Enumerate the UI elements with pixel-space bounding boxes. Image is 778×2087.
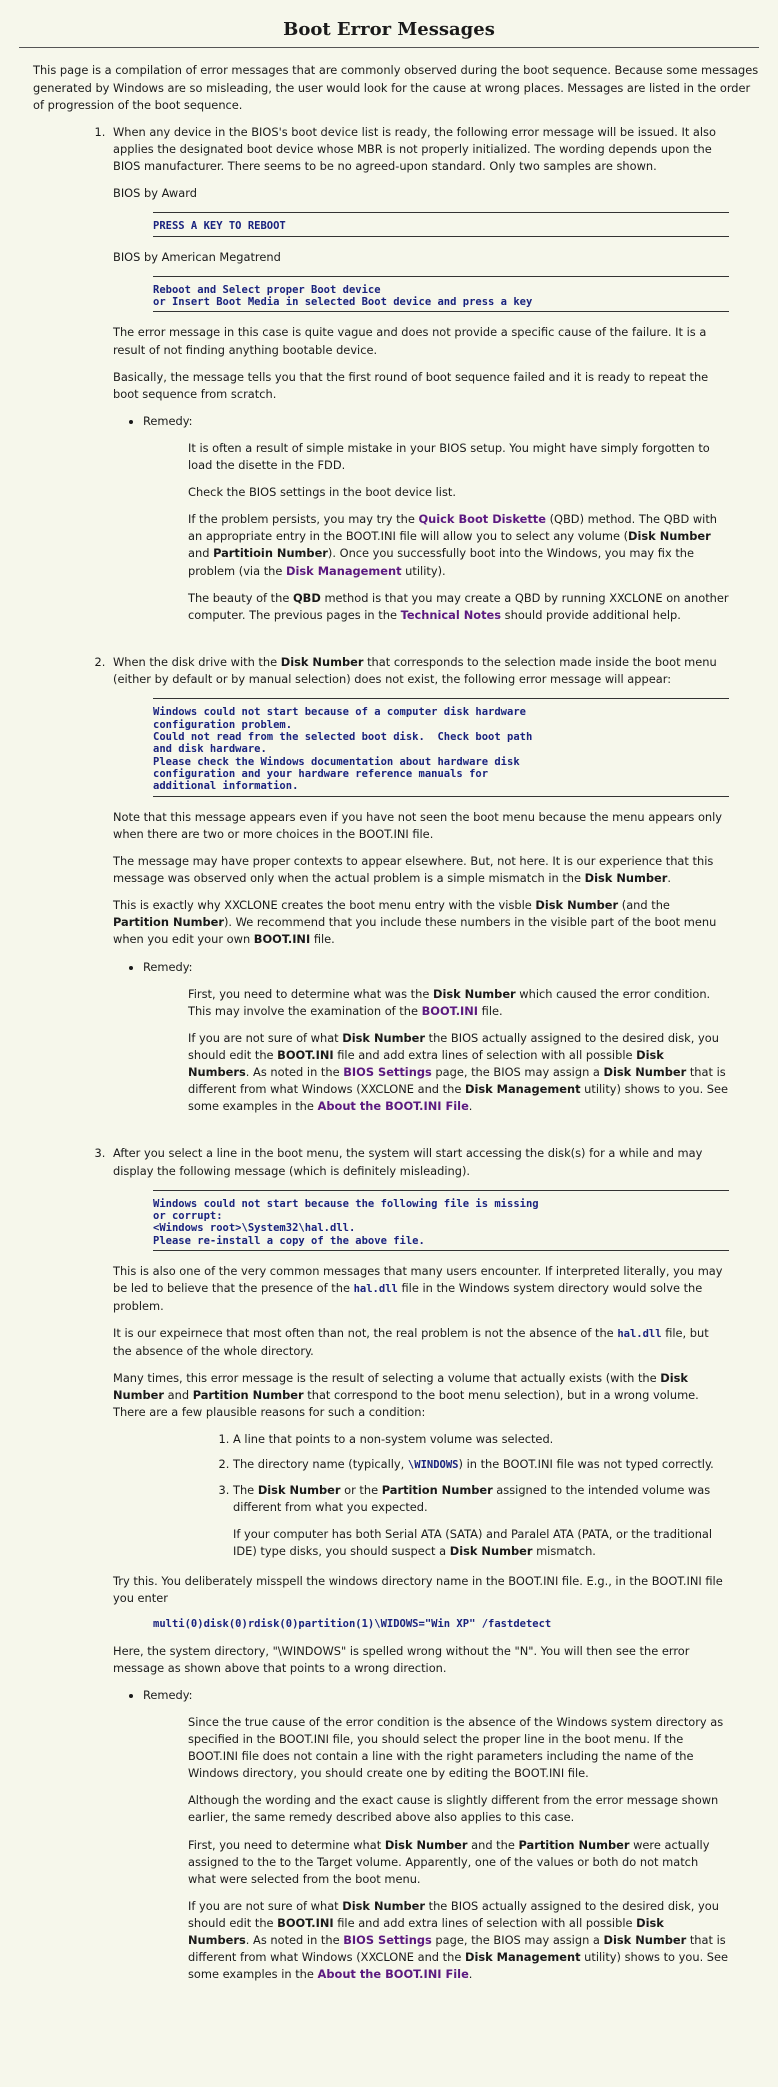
message-line: Windows could not start because the following file is missing: [153, 1197, 539, 1210]
term-partition-number: Partition Number: [518, 1837, 630, 1852]
remedy-paragraph: Although the wording and the exact cause is slightly different from the error message shown earlier, the same remedy described above also applies to this case.: [188, 1793, 719, 1825]
message-line: configuration and your hardware reference manuals for: [153, 768, 489, 781]
text: file in the Windows system directory would solve the problem.: [113, 1281, 703, 1313]
ami-message-line: or Insert Boot Media in selected Boot device and press a key: [153, 296, 533, 309]
remedy-label: • Remedy:: [143, 959, 193, 974]
term-boot-ini: BOOT.INI: [253, 932, 311, 947]
term-windows: \WINDOWS: [407, 1459, 459, 1472]
term-disk-number: Disk Number: [342, 1898, 425, 1913]
reasons-list: [113, 1431, 729, 1560]
award-message-line: PRESS A KEY TO REBOOT: [153, 220, 286, 233]
bios-settings-link[interactable]: BIOS Settings: [343, 1933, 432, 1948]
item1-paragraph: 1. When any device in the BIOS's boot device list is ready, the following error message will be issued. It also applies the designated boot device whose MBR is not properly initialized. The wording depends upon the BIOS manufacturer. There seems to be no agreed-upon standard. Only two samples are shown.: [113, 124, 716, 173]
term-disk-number: Disk Number: [535, 898, 619, 913]
hal-dll-error-message: [153, 1190, 729, 1252]
remedy-item: [143, 959, 729, 1116]
message-line: Could not read from the selected boot disk. Check boot path: [153, 730, 533, 743]
text: First, you need to determine what: [188, 1837, 385, 1852]
text: If you are not sure of what: [188, 1898, 343, 1913]
text: The directory name (typically,: [233, 1457, 408, 1472]
text: This is exactly why XXCLONE creates the boot menu entry with the visble: [113, 898, 536, 913]
page: [19, 0, 759, 2043]
text: utility) shows to you. See some examples in the: [188, 1082, 729, 1114]
remedy-item: [143, 1687, 729, 1984]
remedy-body: [188, 1714, 729, 1984]
text: . As noted in the: [245, 1065, 344, 1080]
text: page, the BIOS may assign a: [431, 1933, 604, 1948]
text: .: [468, 1967, 473, 1982]
remedy-paragraph: [188, 511, 729, 579]
boot-ini-command-line: multi(0)disk(0)rdisk(0)partition(1)\WIDOWS="Win XP" /fastdetect: [153, 1617, 552, 1630]
text: This is also one of the very common messages that many users encounter. If interpreted literally, you may be led to believe that the presence of the: [113, 1264, 723, 1296]
text: utility).: [401, 563, 446, 578]
text: ) in the BOOT.INI file was not typed correctly.: [458, 1457, 714, 1472]
term-disk-number: Disk Number: [603, 1065, 687, 1080]
text: If your computer has both Serial ATA (SATA) and Paralel ATA (PATA, or the traditional IDE) type disks, you should suspect a: [233, 1527, 713, 1559]
item3-experience: [113, 1325, 729, 1360]
term-disk-number: Disk Number: [603, 1933, 687, 1948]
page-title: Boot Error Messages: [283, 19, 495, 40]
item3-paragraph: 3. After you select a line in the boot menu, the system will start accessing the disk(s) for a while and may display the following message (which is definitely misleading).: [113, 1146, 703, 1178]
text: which caused the error condition. This may involve the examination of the: [188, 986, 711, 1018]
item3-try-this: Try this. You deliberately misspell the windows directory name in the BOOT.INI file. E.g., in the BOOT.INI file you enter: [113, 1573, 723, 1605]
term-hal-dll: hal.dll: [353, 1283, 398, 1296]
remedy-paragraph: [188, 1837, 729, 1888]
item1-explanation-2: Basically, the message tells you that the first round of boot sequence failed and it is ready to repeat the boot sequence from scratch.: [113, 369, 709, 401]
message-line: or corrupt:: [153, 1210, 223, 1222]
text: (and the: [618, 898, 670, 913]
text: page, the BIOS may assign a: [431, 1065, 604, 1080]
term-hal-dll: hal.dll: [617, 1328, 662, 1341]
term-disk-management: Disk Management: [464, 1950, 581, 1965]
term-partition-number: Partition Number: [113, 915, 224, 930]
list-item-hal-dll-missing: [109, 1145, 729, 1983]
text: Many times, this error message is the result of selecting a volume that actually exists (with the: [113, 1370, 661, 1385]
text: and: [188, 546, 214, 561]
item2-context: [113, 853, 729, 887]
message-line: Please re-install a copy of the above file.: [153, 1234, 425, 1247]
item3-misspell-note: Here, the system directory, "\WINDOWS" is spelled wrong without the "N". You will then see the error message as shown above that points to a wrong direction.: [113, 1643, 690, 1675]
text: file.: [310, 932, 335, 947]
text: .: [468, 1099, 473, 1114]
remedy-label: • Remedy:: [143, 1687, 193, 1702]
technical-notes-link[interactable]: Technical Notes: [400, 607, 502, 622]
title-divider: [19, 47, 759, 48]
text: First, you need to determine what was the: [188, 986, 433, 1001]
item1-explanation: The error message in this case is quite vague and does not provide a specific cause of the failure. It is a result of not finding anything bootable device.: [113, 325, 707, 357]
remedy-paragraph: [188, 1030, 729, 1116]
remedy-paragraph: [188, 986, 729, 1020]
text: that correspond to the boot menu selection), but in a wrong volume. There are a few plausible reasons for such a condition:: [113, 1388, 699, 1420]
term-disk-number: Disk Number: [257, 1483, 341, 1498]
term-disk-number: Disk Number: [628, 529, 711, 544]
message-line: Windows could not start because of a computer disk hardware: [153, 706, 526, 719]
text: The: [233, 1483, 258, 1498]
about-boot-ini-link[interactable]: About the BOOT.INI File: [317, 1967, 469, 1982]
term-disk-numbers: Disk Numbers: [188, 1915, 664, 1948]
bios-settings-link[interactable]: BIOS Settings: [343, 1065, 432, 1080]
text: the BIOS actually assigned to the desired disk, you should edit the: [188, 1898, 719, 1930]
term-partition-number: Partition Number: [192, 1388, 304, 1403]
ami-label: BIOS by American Megatrend: [113, 249, 281, 264]
term-disk-numbers: Disk Numbers: [188, 1047, 664, 1080]
list-item-disk-hardware-config: [109, 654, 729, 1115]
text: .: [667, 871, 671, 886]
remedy-list: [113, 959, 729, 1116]
message-line: configuration problem.: [153, 718, 293, 731]
remedy-paragraph: Check the BIOS settings in the boot device list.: [188, 485, 456, 500]
text: If you are not sure of what: [188, 1030, 343, 1045]
remedy-label: • Remedy:: [143, 413, 193, 428]
text: were actually assigned to the to the Target volume. Apparently, one of the values or both do not match what were selected from the boot menu.: [188, 1837, 710, 1886]
term-boot-ini: BOOT.INI: [277, 1915, 334, 1930]
text: file and add extra lines of selection with all possible: [333, 1047, 637, 1062]
term-qbd: QBD: [293, 590, 321, 605]
term-boot-ini: BOOT.INI: [277, 1047, 334, 1062]
reason-note: [233, 1526, 729, 1560]
text: assigned to the intended volume was different from what you expected.: [233, 1483, 711, 1515]
message-line: additional information.: [153, 780, 299, 793]
term-disk-number: Disk Number: [384, 1837, 468, 1852]
text: should provide additional help.: [501, 607, 681, 622]
item2-paragraph: [113, 654, 729, 688]
quick-boot-diskette-link[interactable]: Quick Boot Diskette: [418, 512, 546, 527]
text: file.: [478, 1003, 503, 1018]
remedy-paragraph: It is often a result of simple mistake in your BIOS setup. You might have simply forgotten to load the disette in the FDD.: [188, 440, 710, 473]
remedy-list: [113, 1687, 729, 1984]
item3-explanation: [113, 1263, 729, 1315]
ami-error-message: [153, 276, 729, 313]
text: (QBD) method. The QBD with an appropriate entry in the BOOT.INI file will allow you to select any volume (: [188, 512, 718, 544]
remedy-paragraph: Since the true cause of the error condition is the absence of the Windows system directory as specified in the BOOT.INI file, you should select the proper line in the boot menu. If the BOOT.INI file does not contain a line with the right parameters including the name of the Windows directory, you should create one by editing the BOOT.INI file.: [188, 1714, 724, 1781]
text: utility) shows to you. See some examples in the: [188, 1950, 729, 1982]
award-label: BIOS by Award: [113, 186, 197, 201]
boot-ini-link[interactable]: BOOT.INI: [421, 1003, 479, 1018]
text: The message may have proper contexts to appear elsewhere. But, not here. It is our experience that this message was observed only when the actual problem is a simple mismatch in the: [113, 853, 714, 886]
disk-hardware-error-message: [153, 698, 729, 797]
message-line: and disk hardware.: [153, 743, 267, 756]
term-disk-number: Disk Number: [449, 1544, 533, 1559]
term-disk-number: Disk Number: [432, 986, 516, 1001]
text: the BIOS actually assigned to the desired disk, you should edit the: [188, 1030, 719, 1062]
text: mismatch.: [532, 1544, 596, 1559]
remedy-body: [188, 440, 729, 624]
text: or the: [340, 1483, 382, 1498]
text: file and add extra lines of selection with all possible: [333, 1915, 637, 1930]
reason-item: 1. A line that points to a non-system volume was selected.: [233, 1431, 729, 1448]
text: The beauty of the: [188, 590, 293, 605]
term-partition-number: Partition Number: [381, 1483, 493, 1498]
term-disk-number: Disk Number: [342, 1030, 425, 1045]
text: that is different from what Windows (XXCLONE and the: [188, 1065, 726, 1097]
reason-item: [233, 1482, 729, 1560]
ami-message-line: Reboot and Select proper Boot device: [153, 283, 381, 296]
message-line: Please check the Windows documentation about hardware disk: [153, 755, 520, 768]
term-partition-number: Partitioin Number: [213, 546, 328, 561]
item2-note: Note that this message appears even if you have not seen the boot menu because the menu appears only when there are two or more choices in the BOOT.INI file.: [113, 809, 723, 841]
remedy-item: [143, 413, 729, 624]
text: and the: [467, 1837, 519, 1852]
text: method is that you may create a QBD by running XXCLONE on another computer. The previous pages in the: [188, 590, 729, 622]
error-message-list: [19, 124, 759, 1984]
text: It is our expeirnece that most often than not, the real problem is not the absence of the: [113, 1326, 618, 1341]
remedy-body: [188, 986, 729, 1116]
about-boot-ini-link[interactable]: About the BOOT.INI File: [317, 1099, 469, 1114]
reason-item: [233, 1456, 729, 1474]
list-item-bios-no-boot-device: [109, 124, 729, 624]
text: If the problem persists, you may try the: [188, 512, 419, 527]
disk-management-link[interactable]: Disk Management: [286, 563, 402, 578]
award-error-message: [153, 212, 729, 236]
item2-recommendation: [113, 897, 729, 948]
text: file, but the absence of the whole directory.: [113, 1326, 709, 1358]
term-disk-management: Disk Management: [464, 1082, 581, 1097]
item3-reasons-intro: [113, 1370, 729, 1421]
text: and: [164, 1388, 193, 1403]
remedy-paragraph: [188, 590, 729, 624]
text: When the disk drive with the: [113, 654, 281, 669]
remedy-list: [113, 413, 729, 624]
term-disk-number: Disk Number: [113, 1370, 688, 1403]
text: ). We recommend that you include these numbers in the visible part of the boot menu when you edit your own: [113, 915, 717, 947]
text: ). Once you successfully boot into the Windows, you may fix the problem (via the: [188, 546, 695, 578]
term-disk-number: Disk Number: [584, 871, 668, 886]
message-line: <Windows root>\System32\hal.dll.: [153, 1222, 356, 1235]
term-disk-number: Disk Number: [280, 654, 364, 669]
intro-paragraph: This page is a compilation of error messages that are commonly observed during the boot sequence. Because some messages generated by Windows are so misleading, the user would look for the cause at wrong places. Messages are listed in the order of progression of the boot sequence.: [33, 63, 759, 112]
text: . As noted in the: [245, 1933, 344, 1948]
remedy-paragraph: [188, 1898, 729, 1984]
text: that is different from what Windows (XXCLONE and the: [188, 1933, 726, 1965]
text: that corresponds to the selection made inside the boot menu (either by default or by manual selection) does not exist, the following error message will appear:: [113, 654, 717, 687]
